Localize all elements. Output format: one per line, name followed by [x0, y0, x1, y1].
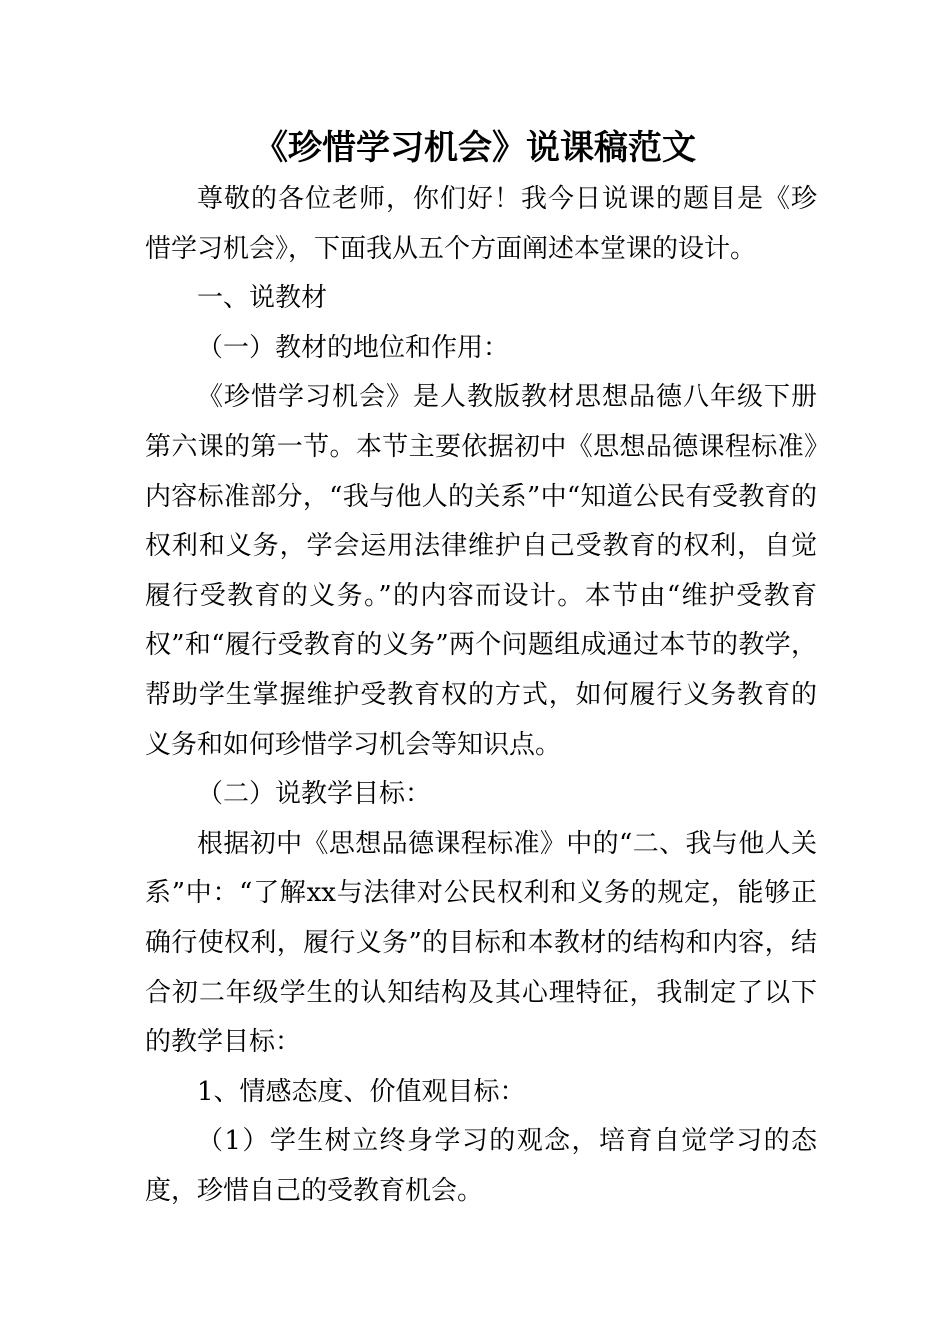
section-heading-textbook: 一、说教材: [197, 283, 328, 314]
subsection-heading-objectives: （二）说教学目标：: [197, 779, 432, 810]
document-body: [145, 175, 817, 1216]
subsection-heading-status: （一）教材的地位和作用：: [197, 332, 510, 363]
list-item-lifelong-learning: （1）学生树立终身学习的观念，培育自觉学习的态度，珍惜自己的受教育机会。: [145, 1126, 817, 1206]
paragraph-greeting: 尊敬的各位老师，你们好！我今日说课的题目是《珍惜学习机会》，下面我从五个方面阐述本堂课的设计。: [145, 184, 817, 264]
paragraph-textbook-description: 《珍惜学习机会》是人教版教材思想品德八年级下册第六课的第一节。本节主要依据初中《思想品德课程标准》内容标准部分，“我与他人的关系”中“知道公民有受教育的权利和义务，学会运用法律维护自己受教育的权利，自觉履行受教育的义务。”的内容而设计。本节由“维护受教育权”和“履行受教育的义务”两个问题组成通过本节的教学，帮助学生掌握维护受教育权的方式，如何履行义务教育的义务和如何珍惜学习机会等知识点。: [145, 382, 817, 760]
document-title: 《珍惜学习机会》说课稿范文: [254, 128, 696, 168]
list-heading-emotional-goals: 1、情感态度、价值观目标：: [197, 1076, 526, 1107]
paragraph-objectives-basis: 根据初中《思想品德课程标准》中的“二、我与他人关系”中：“了解xx与法律对公民权利和义务的规定，能够正确行使权利，履行义务”的目标和本教材的结构和内容，结合初二年级学生的认知结构及其心理特征，我制定了以下的教学目标：: [145, 828, 817, 1058]
